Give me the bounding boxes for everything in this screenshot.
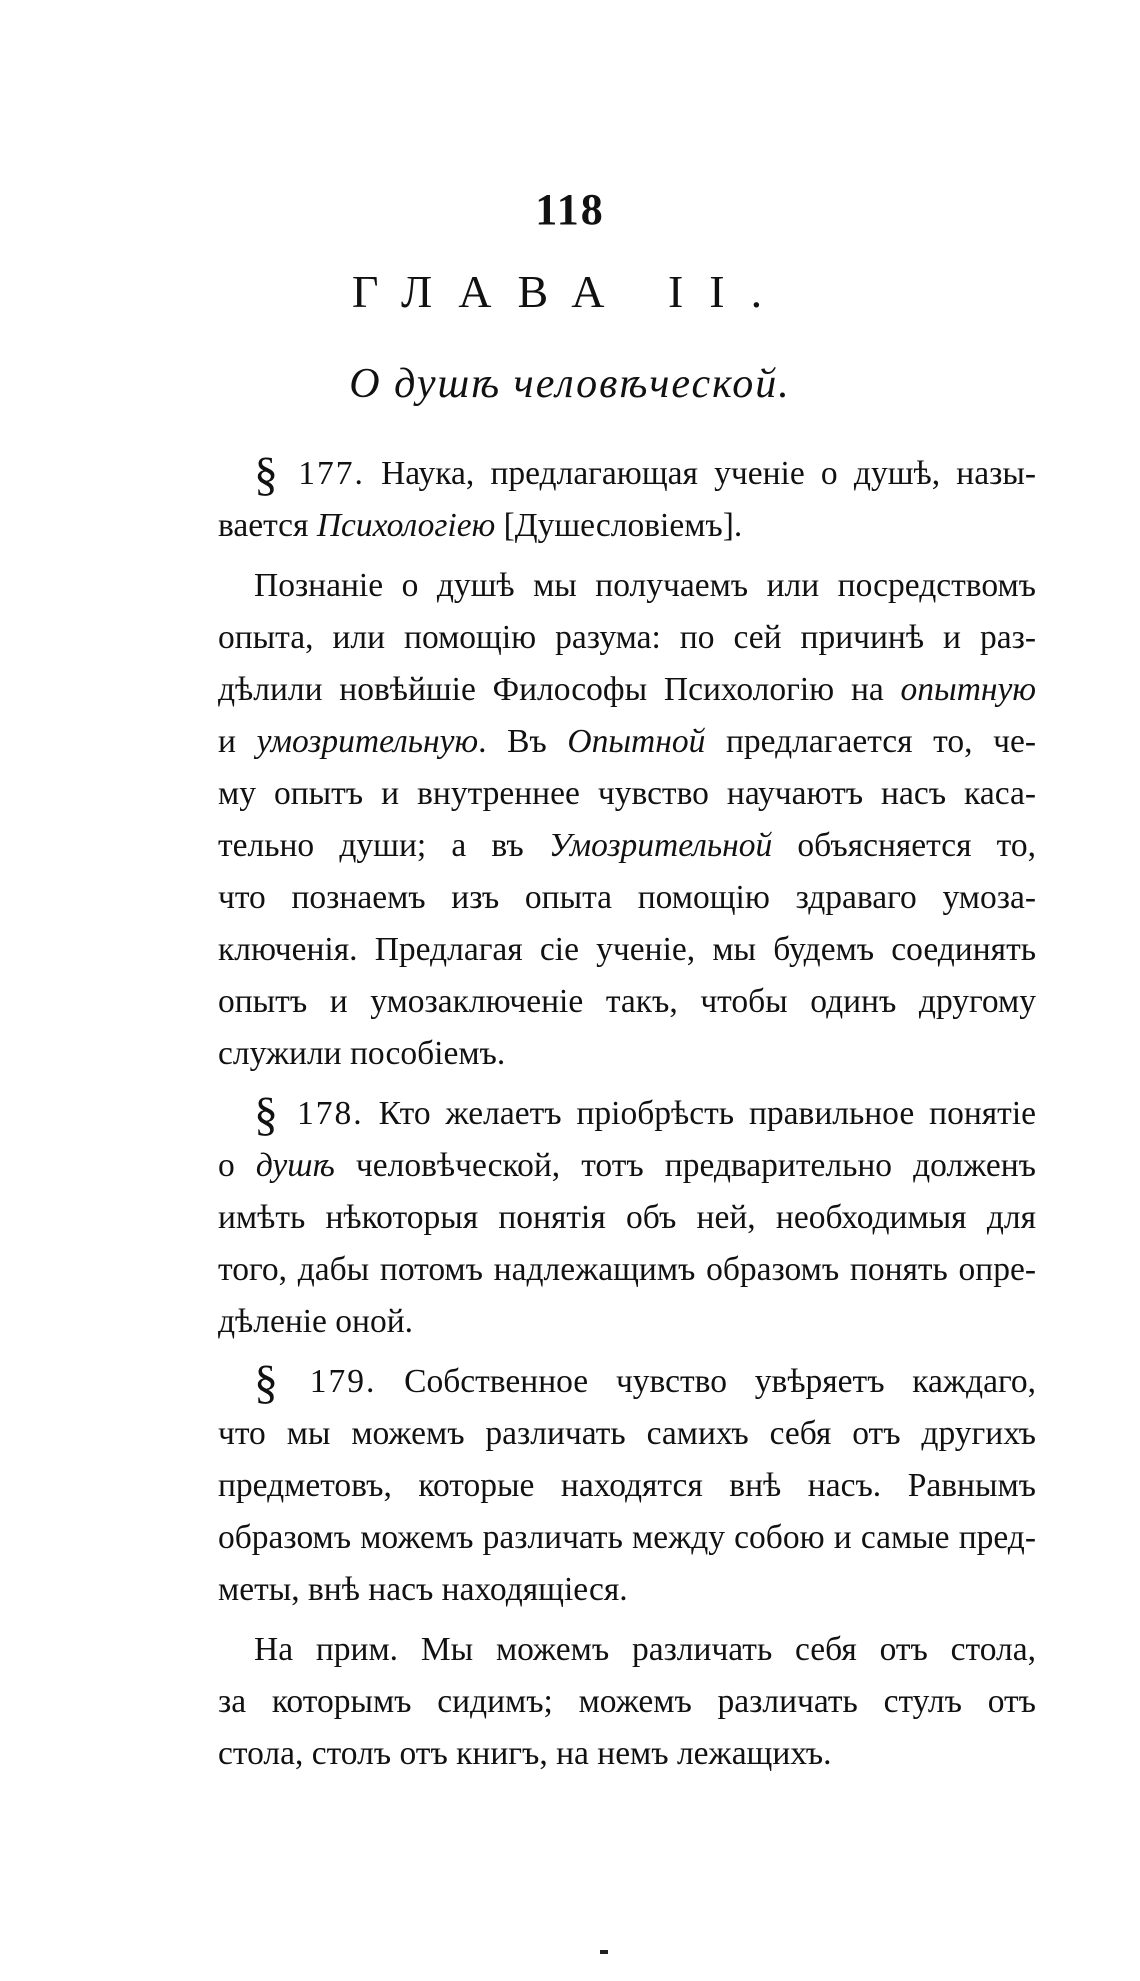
section-number: 177. (298, 455, 365, 492)
text-run: дѣлили новѣйшіе Философы Психологію на (218, 671, 901, 708)
paragraph-example-line-3: стола, столъ отъ книгъ, на немъ лежащихъ. (218, 1735, 832, 1772)
paragraph-177b-line-8: ключенія. Предлагая сіе ученіе, мы будемъ соединять (218, 931, 1036, 968)
text-run: Собственное чувство увѣряетъ каждаго, (404, 1363, 1036, 1400)
italic-term: душѣ (255, 1147, 335, 1184)
text-run: объясняется то, (772, 827, 1036, 864)
section-number: 178. (296, 1095, 364, 1132)
paragraph-177-line-2 (218, 500, 1036, 552)
italic-term: опытную (900, 671, 1036, 708)
paragraph-178-line-1 (218, 1088, 1036, 1140)
italic-term: Опытной (567, 723, 706, 760)
paragraph-178-line-2 (218, 1140, 1036, 1192)
text-run: Кто желаетъ пріобрѣсть правильное понятіе (378, 1095, 1036, 1132)
paragraph-177b-line-6 (218, 820, 1036, 872)
paragraph-177b-line-7: что познаемъ изъ опыта помощію здраваго умоза- (218, 879, 1036, 916)
paragraph-179-line-1 (218, 1356, 1036, 1408)
paragraph-177b-line-5: му опытъ и внутреннее чувство научаютъ насъ каса- (218, 775, 1036, 812)
paragraph-179-line-3: предметовъ, которые находятся внѣ насъ. Равнымъ (218, 1467, 1036, 1504)
text-run: предлагается то, че- (705, 723, 1036, 760)
text-run: . Въ (478, 723, 568, 760)
text-run: [Душесловіемъ]. (495, 507, 743, 544)
italic-term: умозрительную (256, 723, 479, 760)
paragraph-178-line-3: имѣть нѣкоторыя понятія объ ней, необходимыя для (218, 1199, 1036, 1236)
page-number: 118 (535, 185, 605, 234)
paragraph-177b-line-2: опыта, или помощію разума: по сей причинѣ и раз- (218, 619, 1036, 656)
paragraph-example-line-2: за которымъ сидимъ; можемъ различать стулъ отъ (218, 1683, 1036, 1720)
paragraph-178-line-4: того, дабы потомъ надлежащимъ образомъ понять опре- (218, 1251, 1036, 1288)
print-speck (600, 1950, 608, 1954)
section-sign: § (254, 1356, 278, 1408)
text-run: вается (218, 507, 317, 544)
section-number: 179. (309, 1363, 377, 1400)
section-sign: § (254, 448, 278, 500)
paragraph-178-line-5: дѣленіе оной. (218, 1303, 414, 1340)
paragraph-179-line-5: меты, внѣ насъ находящіеся. (218, 1571, 628, 1608)
paragraph-179-line-2: что мы можемъ различать самихъ себя отъ другихъ (218, 1415, 1036, 1452)
chapter-heading: ГЛАВА II. (351, 266, 789, 317)
italic-term: Умозрительной (548, 827, 773, 864)
text-run: человѣческой, тотъ предварительно долженъ (334, 1147, 1036, 1184)
section-sign: § (254, 1088, 278, 1140)
paragraph-177b-line-3 (218, 664, 1036, 716)
paragraph-177b-line-4 (218, 716, 1036, 768)
text-run: тельно души; а въ (218, 827, 549, 864)
text-run: и (218, 723, 257, 760)
paragraph-177-line-1 (218, 448, 1036, 500)
paragraph-177b-line-1: Познаніе о душѣ мы получаемъ или посредствомъ (254, 567, 1036, 604)
text-run: Наука, предлагающая ученіе о душѣ, назы- (381, 455, 1036, 492)
paragraph-example-line-1: На прим. Мы можемъ различать себя отъ стола, (254, 1631, 1036, 1668)
paragraph-179-line-4: образомъ можемъ различать между собою и самые пред- (218, 1519, 1036, 1556)
paragraph-177b-line-9: опытъ и умозаключеніе такъ, чтобы одинъ другому (218, 983, 1036, 1020)
text-run: о (218, 1147, 256, 1184)
paragraph-177b-line-10: служили пособіемъ. (218, 1035, 506, 1072)
italic-term: Психологіею (316, 507, 496, 544)
body-text (218, 448, 1036, 1780)
chapter-title: О душѣ человѣческой. (349, 361, 791, 407)
